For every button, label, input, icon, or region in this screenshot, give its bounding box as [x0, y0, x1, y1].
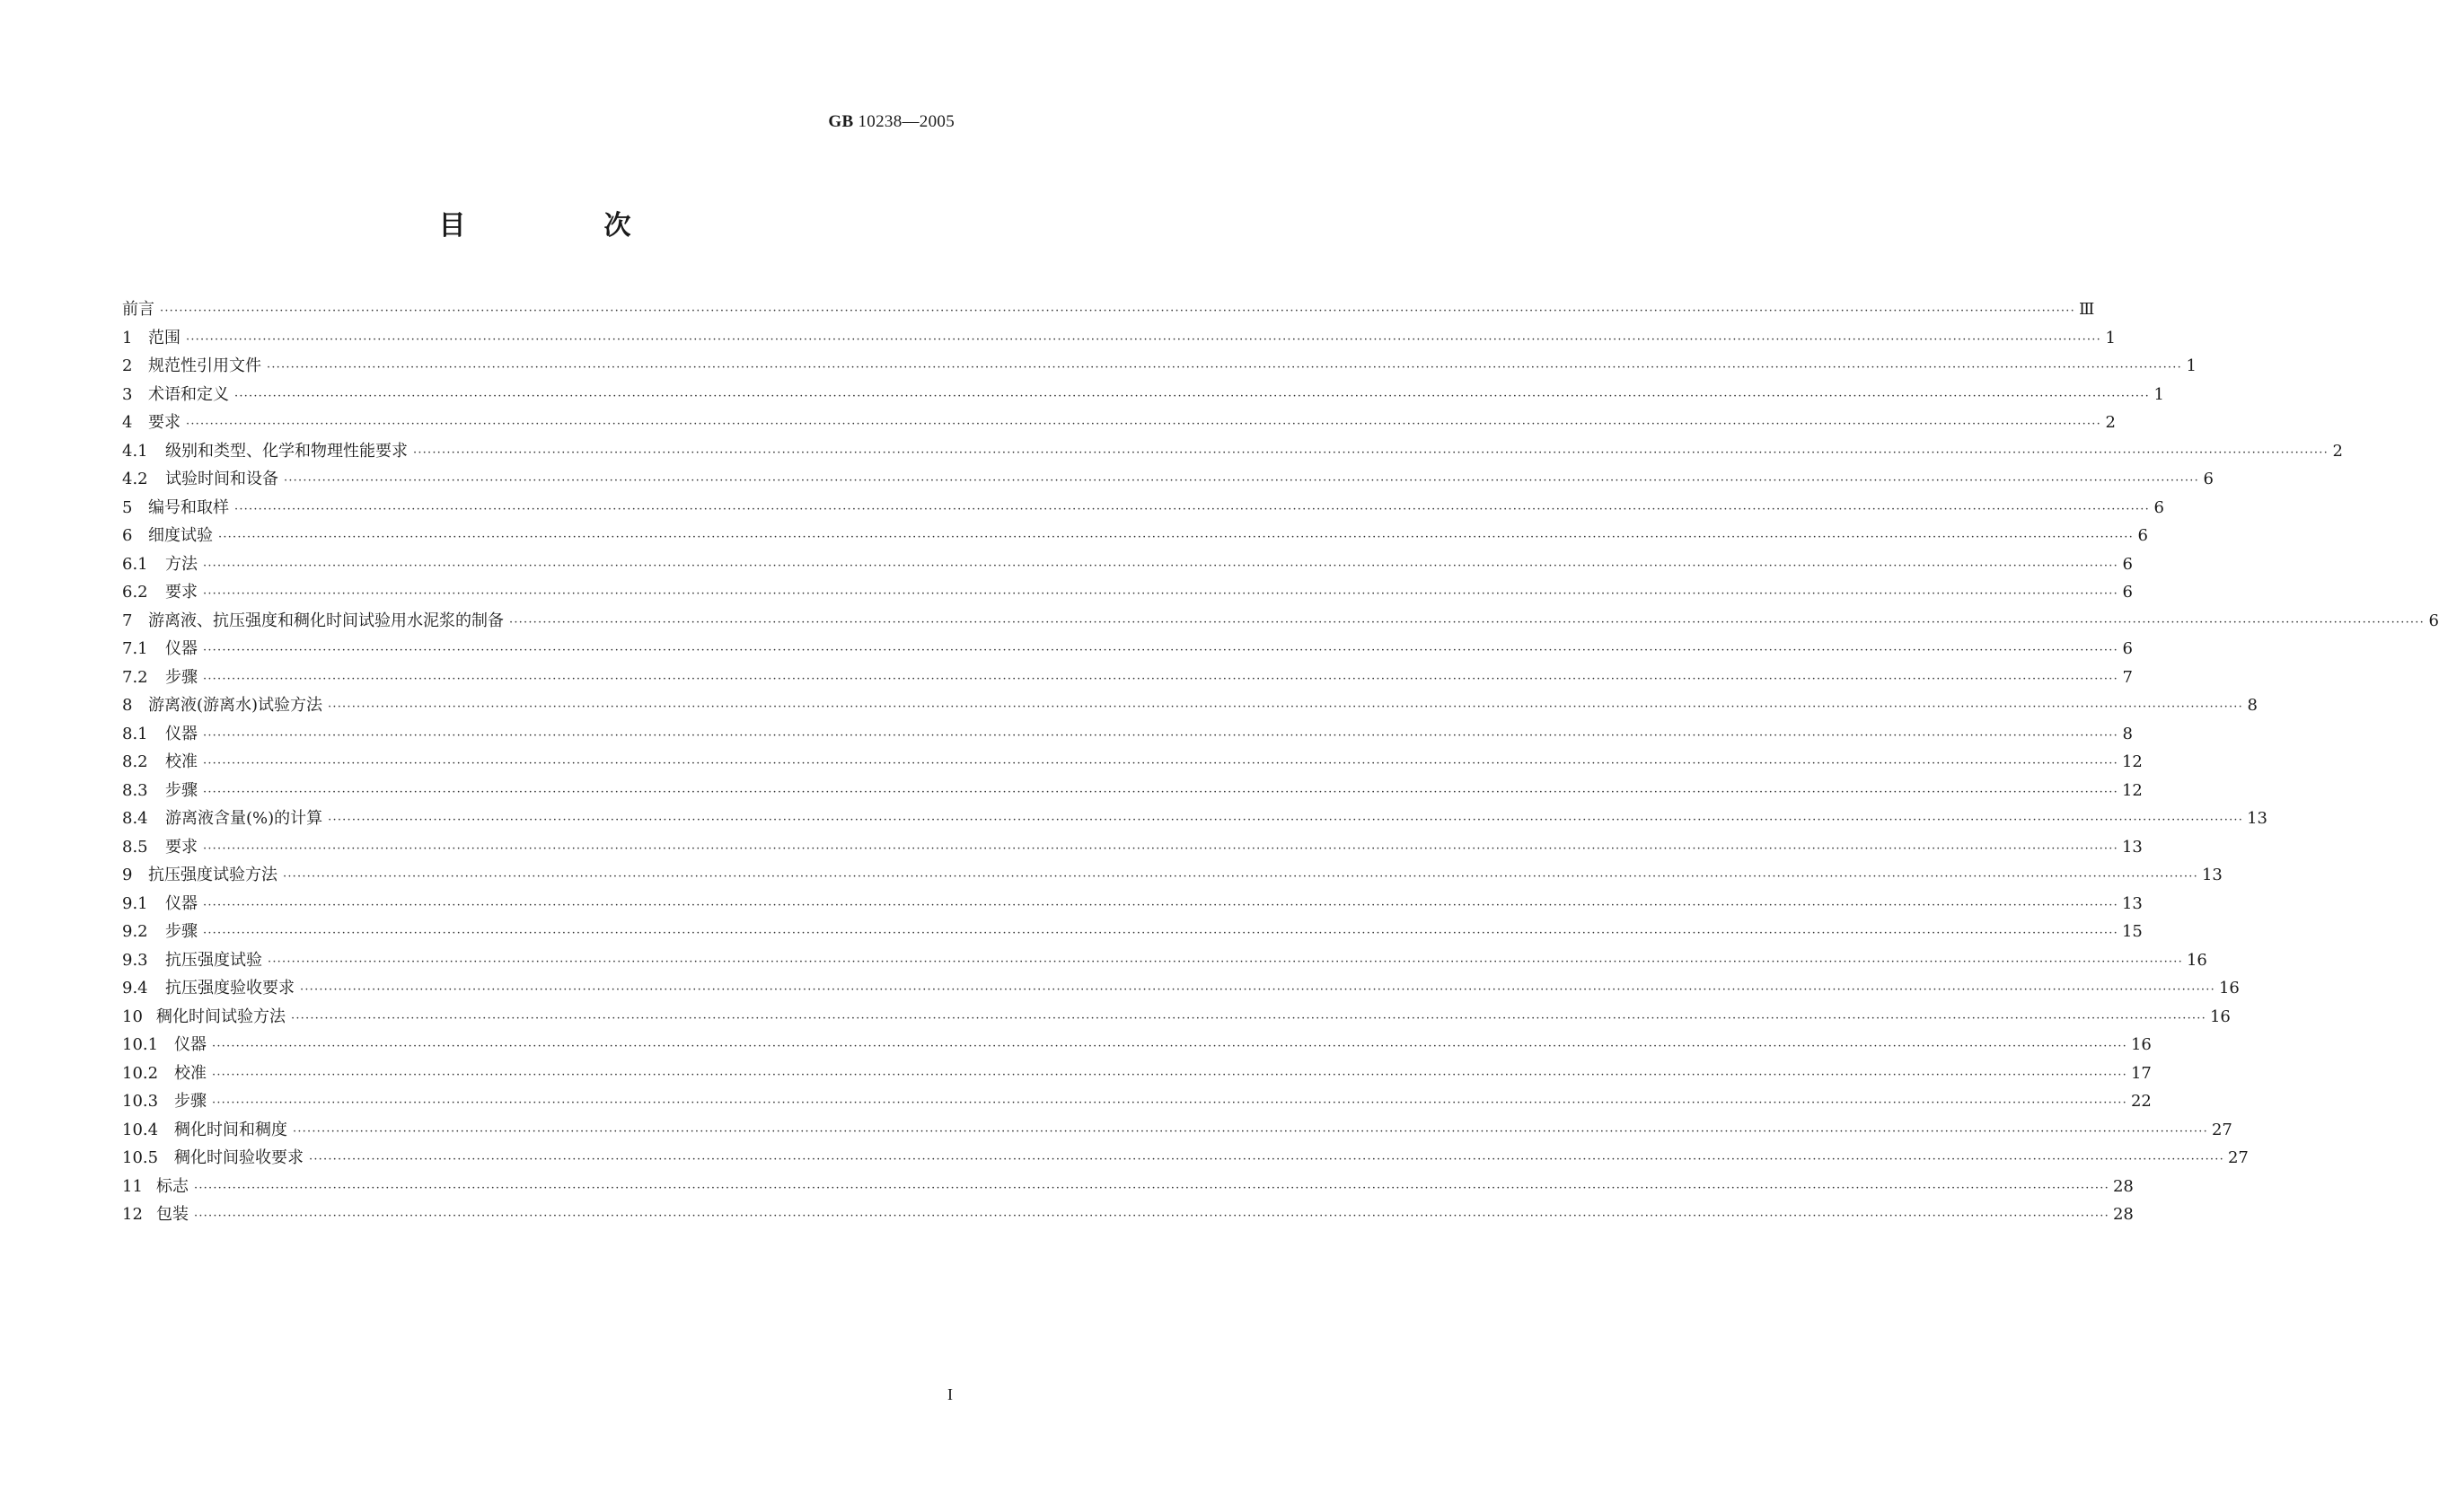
- standard-number: 10238—2005: [858, 112, 955, 131]
- toc-entry[interactable]: [122, 834, 2143, 863]
- toc-entry-number: 10.3: [122, 1092, 159, 1111]
- toc-entry[interactable]: [122, 919, 2143, 947]
- toc-entry-page: 1: [2186, 356, 2197, 375]
- toc-dot-leader: ················································································································································································································································································································································································································: [194, 1181, 2109, 1195]
- toc-entry-number: 7.2: [122, 667, 148, 687]
- toc-entry-label: 要求: [148, 413, 181, 432]
- toc-dot-leader: ················································································································································································································································································································································································································: [234, 502, 2150, 516]
- toc-entry-label: 稠化时间试验方法: [156, 1007, 286, 1026]
- toc-dot-leader: ················································································································································································································································································································································································································: [284, 474, 2199, 488]
- toc-entry-number: 9: [122, 866, 133, 884]
- standard-prefix: GB: [828, 112, 854, 131]
- toc-dot-leader: ················································································································································································································································································································································································································: [203, 841, 2118, 856]
- toc-entry-number: 2: [122, 356, 133, 375]
- toc-entry-label: 术语和定义: [148, 384, 229, 404]
- toc-entry[interactable]: [122, 1117, 2232, 1146]
- toc-entry-page: 8: [2247, 696, 2258, 715]
- toc-dot-leader: ················································································································································································································································································································································································································: [218, 531, 2134, 544]
- toc-entry-label: 范围: [148, 328, 181, 347]
- toc-entry[interactable]: [122, 495, 2164, 523]
- toc-entry-label: 仪器: [165, 724, 198, 743]
- toc-entry-number: 12: [122, 1205, 143, 1224]
- toc-entry-label: 游离液含量(%)的计算: [165, 809, 323, 828]
- toc-dot-leader: ················································································································································································································································································································································································································: [212, 1068, 2127, 1082]
- toc-entry-number: 5: [122, 497, 133, 517]
- toc-entry[interactable]: [122, 805, 2267, 834]
- toc-entry-page: Ⅲ: [2078, 300, 2095, 319]
- toc-entry-page: 28: [2112, 1176, 2134, 1196]
- toc-entry[interactable]: [122, 1174, 2134, 1202]
- toc-entry-page: 1: [2153, 384, 2164, 404]
- toc-entry-page: 15: [2121, 922, 2143, 941]
- toc-entry[interactable]: [122, 891, 2143, 919]
- toc-dot-leader: ················································································································································································································································································································································································································: [203, 757, 2118, 770]
- toc-entry-number: 4: [122, 413, 133, 432]
- toc-entry-page: 1: [2105, 328, 2116, 347]
- toc-entry-label: 前言: [122, 300, 154, 319]
- toc-entry-label: 细度试验: [148, 526, 213, 545]
- toc-entry-label: 游离液、抗压强度和稠化时间试验用水泥浆的制备: [148, 611, 504, 630]
- toc-entry-label: 步骤: [165, 922, 198, 941]
- toc-entry-number: 7: [122, 611, 133, 630]
- toc-entry-number: 9.1: [122, 893, 148, 913]
- toc-entry[interactable]: [122, 749, 2143, 778]
- toc-dot-leader: ················································································································································································································································································································································································································: [203, 644, 2118, 657]
- toc-entry-number: 6: [122, 526, 133, 545]
- toc-entry-page: 12: [2121, 780, 2143, 800]
- toc-entry-label: 要求: [165, 583, 198, 602]
- toc-entry-number: 8.5: [122, 837, 148, 857]
- toc-entry[interactable]: [122, 466, 2214, 495]
- toc-entry-label: 校准: [174, 1063, 207, 1083]
- toc-entry[interactable]: [122, 778, 2143, 806]
- toc-entry[interactable]: [122, 1060, 2152, 1089]
- page-number: I: [947, 1385, 953, 1403]
- toc-entry-page: 6: [2122, 583, 2133, 602]
- toc-entry-label: 稠化时间和稠度: [174, 1120, 287, 1139]
- toc-dot-leader: ················································································································································································································································································································································································································: [203, 672, 2118, 686]
- toc-entry-page: 16: [2130, 1035, 2152, 1054]
- toc-entry-label: 抗压强度试验: [165, 950, 262, 970]
- toc-entry-label: 抗压强度验收要求: [165, 979, 295, 998]
- toc-entry[interactable]: [122, 692, 2258, 721]
- toc-entry-label: 校准: [165, 752, 198, 771]
- toc-entry-page: 17: [2130, 1063, 2152, 1083]
- toc-entry-page: 28: [2112, 1205, 2134, 1224]
- toc-entry-number: 8.1: [122, 724, 148, 743]
- toc-dot-leader: ················································································································································································································································································································································································································: [203, 898, 2118, 912]
- toc-entry-number: 1: [122, 328, 133, 347]
- toc-entry-number: 7.1: [122, 639, 148, 658]
- toc-entry-number: 8.4: [122, 809, 148, 828]
- toc-dot-leader: ················································································································································································································································································································································································································: [291, 1011, 2206, 1025]
- toc-entry-label: 游离液(游离水)试验方法: [148, 696, 323, 715]
- toc-entry-number: 6.2: [122, 583, 148, 602]
- toc-entry-label: 步骤: [165, 780, 198, 800]
- toc-entry-page: 7: [2122, 667, 2133, 687]
- toc-entry-page: 16: [2218, 979, 2240, 998]
- toc-dot-leader: ················································································································································································································································································································································································································: [234, 389, 2150, 403]
- toc-entry[interactable]: [122, 579, 2133, 608]
- toc-entry[interactable]: [122, 438, 2343, 467]
- toc-entry[interactable]: [122, 382, 2164, 410]
- toc-entry-number: 9.2: [122, 922, 148, 941]
- toc-entry-number: 10.5: [122, 1148, 159, 1167]
- toc-entry[interactable]: [122, 353, 2197, 382]
- toc-dot-leader: ················································································································································································································································································································································································································: [186, 332, 2101, 347]
- toc-dot-leader: ················································································································································································································································································································································································································: [267, 361, 2182, 374]
- toc-entry[interactable]: [122, 1145, 2249, 1174]
- toc-entry-label: 抗压强度试验方法: [148, 866, 277, 884]
- toc-entry-label: 仪器: [165, 639, 198, 658]
- toc-entry-label: 步骤: [165, 667, 198, 687]
- toc-dot-leader: ················································································································································································································································································································································································································: [268, 954, 2183, 969]
- toc-dot-leader: ················································································································································································································································································································································································································: [203, 587, 2118, 601]
- toc-entry-page: 27: [2211, 1120, 2232, 1139]
- toc-entry[interactable]: [122, 608, 2439, 637]
- toc-entry-number: 3: [122, 384, 133, 404]
- toc-dot-leader: ················································································································································································································································································································································································································: [160, 304, 2075, 318]
- toc-entry-number: 10.1: [122, 1035, 159, 1054]
- toc-entry-label: 编号和取样: [148, 497, 229, 517]
- toc-entry-label: 标志: [156, 1176, 189, 1196]
- toc-entry-label: 仪器: [165, 893, 198, 913]
- toc-entry-page: 8: [2122, 724, 2133, 743]
- toc-entry-label: 方法: [165, 554, 198, 574]
- toc-entry-number: 4.1: [122, 441, 148, 461]
- toc-entry[interactable]: [122, 947, 2207, 976]
- page-title: 目 次: [438, 210, 687, 242]
- toc-entry[interactable]: [122, 325, 2116, 354]
- toc-entry[interactable]: [122, 296, 2095, 325]
- toc-dot-leader: ················································································································································································································································································································································································································: [309, 1153, 2224, 1166]
- toc-entry-label: 仪器: [174, 1035, 207, 1054]
- toc-entry-number: 10: [122, 1007, 143, 1026]
- toc-entry[interactable]: [122, 551, 2133, 580]
- toc-entry[interactable]: [122, 1088, 2152, 1117]
- toc-entry-label: 包装: [156, 1205, 189, 1224]
- toc-entry[interactable]: [122, 523, 2148, 551]
- toc-entry-page: 13: [2247, 809, 2267, 828]
- toc-entry[interactable]: [122, 409, 2116, 438]
- toc-entry-page: 27: [2227, 1148, 2249, 1167]
- toc-entry-page: 12: [2121, 752, 2143, 771]
- toc-entry-label: 试验时间和设备: [165, 470, 278, 488]
- toc-entry-number: 8.2: [122, 752, 148, 771]
- toc-dot-leader: ················································································································································································································································································································································································································: [212, 1040, 2127, 1053]
- toc-entry[interactable]: [122, 1004, 2231, 1033]
- table-of-contents: [122, 296, 2439, 1230]
- toc-entry[interactable]: [122, 664, 2133, 693]
- toc-entry-label: 规范性引用文件: [148, 356, 261, 375]
- toc-entry-page: 13: [2201, 866, 2223, 884]
- toc-dot-leader: ················································································································································································································································································································································································································: [212, 1096, 2127, 1110]
- toc-entry-page: 6: [2428, 611, 2439, 630]
- toc-dot-leader: ················································································································································································································································································································································································································: [300, 983, 2215, 997]
- toc-entry-number: 11: [122, 1176, 143, 1196]
- toc-entry-number: 8: [122, 696, 133, 715]
- toc-entry[interactable]: [122, 975, 2240, 1004]
- toc-entry[interactable]: [122, 1032, 2152, 1060]
- toc-dot-leader: ················································································································································································································································································································································································································: [186, 418, 2101, 431]
- toc-entry-page: 16: [2209, 1007, 2231, 1026]
- toc-entry-page: 6: [2122, 639, 2133, 658]
- toc-entry-page: 6: [2122, 554, 2133, 574]
- toc-entry[interactable]: [122, 1201, 2134, 1230]
- toc-dot-leader: ················································································································································································································································································································································································································: [413, 445, 2329, 460]
- toc-dot-leader: ················································································································································································································································································································································································································: [203, 927, 2118, 940]
- toc-dot-leader: ················································································································································································································································································································································································································: [509, 615, 2425, 629]
- toc-entry-number: 8.3: [122, 780, 148, 800]
- toc-dot-leader: ················································································································································································································································································································································································································: [194, 1209, 2109, 1223]
- toc-entry-number: 10.2: [122, 1063, 159, 1083]
- toc-dot-leader: ················································································································································································································································································································································································································: [328, 813, 2244, 827]
- standard-code: [828, 112, 955, 132]
- toc-entry-number: 9.4: [122, 979, 148, 998]
- toc-entry-page: 6: [2137, 526, 2148, 545]
- toc-dot-leader: ················································································································································································································································································································································································································: [203, 558, 2118, 573]
- toc-entry-label: 要求: [165, 837, 198, 857]
- toc-entry-page: 22: [2130, 1092, 2152, 1111]
- toc-dot-leader: ················································································································································································································································································································································································································: [203, 785, 2118, 799]
- toc-dot-leader: ················································································································································································································································································································································································································: [283, 870, 2198, 883]
- toc-entry-label: 级别和类型、化学和物理性能要求: [165, 441, 408, 461]
- toc-entry-page: 2: [2105, 413, 2116, 432]
- toc-entry-number: 10.4: [122, 1120, 159, 1139]
- toc-dot-leader: ················································································································································································································································································································································································································: [203, 728, 2118, 743]
- toc-entry-page: 13: [2121, 893, 2143, 913]
- toc-entry-label: 步骤: [174, 1092, 207, 1111]
- toc-entry-page: 16: [2186, 950, 2207, 970]
- toc-entry-page: 2: [2332, 441, 2343, 461]
- toc-entry-page: 6: [2203, 470, 2214, 488]
- toc-entry[interactable]: [122, 862, 2223, 891]
- toc-dot-leader: ················································································································································································································································································································································································································: [293, 1124, 2208, 1138]
- toc-entry-page: 13: [2121, 837, 2143, 857]
- toc-dot-leader: ················································································································································································································································································································································································································: [328, 700, 2243, 714]
- toc-entry-number: 6.1: [122, 554, 148, 574]
- toc-entry-number: 4.2: [122, 470, 148, 488]
- toc-entry-page: 6: [2153, 497, 2164, 517]
- toc-entry-number: 9.3: [122, 950, 148, 970]
- toc-entry[interactable]: [122, 721, 2133, 750]
- toc-entry[interactable]: [122, 636, 2133, 664]
- toc-entry-label: 稠化时间验收要求: [174, 1148, 304, 1167]
